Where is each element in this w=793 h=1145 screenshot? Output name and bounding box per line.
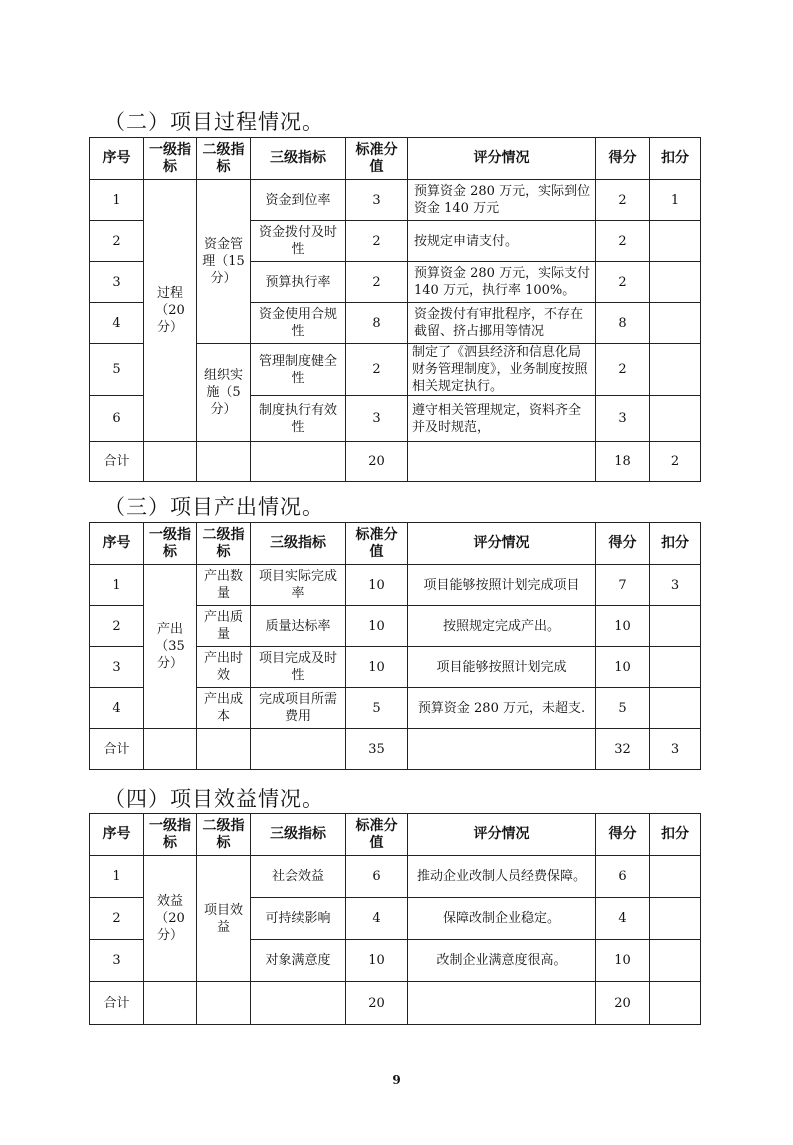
header-level1: 一级指标: [144, 814, 197, 856]
total-std: 20: [346, 442, 408, 482]
score-cell: 5: [596, 688, 650, 729]
level3-cell: 资金拨付及时性: [251, 221, 346, 262]
row-no: 3: [90, 262, 144, 303]
header-deduct: 扣分: [650, 138, 701, 180]
desc-cell: 预算资金 280 万元，实际到位资金 140 万元: [408, 180, 596, 221]
deduct-cell: [650, 221, 701, 262]
score-cell: 2: [596, 180, 650, 221]
total-std: 20: [346, 982, 408, 1025]
score-cell: 10: [596, 606, 650, 647]
total-std: 35: [346, 729, 408, 770]
header-deduct: 扣分: [650, 523, 701, 565]
header-level3: 三级指标: [251, 523, 346, 565]
header-level2: 二级指标: [197, 814, 251, 856]
row-no: 5: [90, 344, 144, 396]
level2-cell: 组织实施（5分）: [197, 344, 251, 442]
total-score: 20: [596, 982, 650, 1025]
process-table: [89, 137, 701, 482]
score-cell: 10: [596, 940, 650, 982]
deduct-cell: [650, 898, 701, 940]
row-no: 1: [90, 565, 144, 606]
std-cell: 10: [346, 647, 408, 688]
section4-heading: （四）项目效益情况。: [104, 787, 324, 811]
deduct-cell: [650, 344, 701, 396]
header-deduct: 扣分: [650, 814, 701, 856]
table-row: [90, 565, 701, 606]
total-label: 合计: [90, 982, 144, 1025]
level1-cell: 效益（20分）: [144, 856, 197, 982]
header-level3: 三级指标: [251, 814, 346, 856]
row-no: 3: [90, 647, 144, 688]
table-row: [90, 856, 701, 898]
header-desc: 评分情况: [408, 523, 596, 565]
total-label: 合计: [90, 442, 144, 482]
deduct-cell: [650, 396, 701, 442]
desc-cell: 预算资金 280 万元，实际支付 140 万元，执行率 100%。: [408, 262, 596, 303]
total-row: [90, 982, 701, 1025]
desc-cell: 按照规定完成产出。: [408, 606, 596, 647]
output-table: [89, 522, 701, 770]
header-no: 序号: [90, 814, 144, 856]
deduct-cell: 1: [650, 180, 701, 221]
std-cell: 3: [346, 180, 408, 221]
header-level2: 二级指标: [197, 523, 251, 565]
total-row: [90, 442, 701, 482]
level2-cell: 资金管理（15分）: [197, 180, 251, 344]
deduct-cell: [650, 606, 701, 647]
std-cell: 5: [346, 688, 408, 729]
level3-cell: 管理制度健全性: [251, 344, 346, 396]
level3-cell: 制度执行有效性: [251, 396, 346, 442]
header-score: 得分: [596, 138, 650, 180]
desc-cell: 项目能够按照计划完成: [408, 647, 596, 688]
score-cell: 2: [596, 344, 650, 396]
header-score: 得分: [596, 814, 650, 856]
std-cell: 8: [346, 303, 408, 344]
level1-cell: 过程（20分）: [144, 180, 197, 442]
row-no: 1: [90, 856, 144, 898]
desc-cell: 资金拨付有审批程序，不存在截留、挤占挪用等情况: [408, 303, 596, 344]
level3-cell: 完成项目所需费用: [251, 688, 346, 729]
level3-cell: 预算执行率: [251, 262, 346, 303]
level3-cell: 资金到位率: [251, 180, 346, 221]
row-no: 4: [90, 303, 144, 344]
benefit-table: [89, 813, 701, 1025]
desc-cell: 遵守相关管理规定，资料齐全并及时规范，: [408, 396, 596, 442]
score-cell: 2: [596, 262, 650, 303]
desc-cell: 预算资金 280 万元，未超支.: [408, 688, 596, 729]
header-std: 标准分值: [346, 814, 408, 856]
level2-cell: 产出数量: [197, 565, 251, 606]
level2-cell: 产出质量: [197, 606, 251, 647]
score-cell: 3: [596, 396, 650, 442]
header-no: 序号: [90, 523, 144, 565]
std-cell: 3: [346, 396, 408, 442]
std-cell: 10: [346, 940, 408, 982]
header-std: 标准分值: [346, 523, 408, 565]
total-deduct: 2: [650, 442, 701, 482]
level3-cell: 资金使用合规性: [251, 303, 346, 344]
std-cell: 10: [346, 606, 408, 647]
header-desc: 评分情况: [408, 138, 596, 180]
header-level3: 三级指标: [251, 138, 346, 180]
table-row: [90, 180, 701, 221]
desc-cell: 改制企业满意度很高。: [408, 940, 596, 982]
row-no: 4: [90, 688, 144, 729]
total-label: 合计: [90, 729, 144, 770]
level2-cell: 项目效益: [197, 856, 251, 982]
level2-cell: 产出时效: [197, 647, 251, 688]
std-cell: 10: [346, 565, 408, 606]
level2-cell: 产出成本: [197, 688, 251, 729]
header-level2: 二级指标: [197, 138, 251, 180]
total-row: [90, 729, 701, 770]
row-no: 2: [90, 221, 144, 262]
header-level1: 一级指标: [144, 523, 197, 565]
header-no: 序号: [90, 138, 144, 180]
deduct-cell: [650, 262, 701, 303]
std-cell: 4: [346, 898, 408, 940]
total-deduct: [650, 982, 701, 1025]
total-score: 18: [596, 442, 650, 482]
row-no: 2: [90, 898, 144, 940]
row-no: 1: [90, 180, 144, 221]
deduct-cell: [650, 303, 701, 344]
desc-cell: 推动企业改制人员经费保障。: [408, 856, 596, 898]
header-score: 得分: [596, 523, 650, 565]
header-desc: 评分情况: [408, 814, 596, 856]
deduct-cell: [650, 940, 701, 982]
deduct-cell: 3: [650, 565, 701, 606]
std-cell: 2: [346, 221, 408, 262]
score-cell: 7: [596, 565, 650, 606]
total-deduct: 3: [650, 729, 701, 770]
section2-heading: （二）项目过程情况。: [104, 110, 324, 134]
desc-cell: 制定了《泗县经济和信息化局财务管理制度》，业务制度按照相关规定执行。: [408, 344, 596, 396]
score-cell: 10: [596, 647, 650, 688]
score-cell: 6: [596, 856, 650, 898]
page-number: 9: [392, 1073, 401, 1087]
desc-cell: 项目能够按照计划完成项目: [408, 565, 596, 606]
row-no: 2: [90, 606, 144, 647]
std-cell: 6: [346, 856, 408, 898]
table-header-row: [90, 138, 701, 180]
level1-cell: 产出（35分）: [144, 565, 197, 729]
section3-heading: （三）项目产出情况。: [104, 495, 324, 519]
table-header-row: [90, 523, 701, 565]
level3-cell: 社会效益: [251, 856, 346, 898]
level3-cell: 对象满意度: [251, 940, 346, 982]
level3-cell: 可持续影响: [251, 898, 346, 940]
deduct-cell: [650, 688, 701, 729]
level3-cell: 质量达标率: [251, 606, 346, 647]
desc-cell: 保障改制企业稳定。: [408, 898, 596, 940]
deduct-cell: [650, 647, 701, 688]
std-cell: 2: [346, 344, 408, 396]
header-std: 标准分值: [346, 138, 408, 180]
table-header-row: [90, 814, 701, 856]
score-cell: 2: [596, 221, 650, 262]
deduct-cell: [650, 856, 701, 898]
score-cell: 8: [596, 303, 650, 344]
total-score: 32: [596, 729, 650, 770]
std-cell: 2: [346, 262, 408, 303]
row-no: 3: [90, 940, 144, 982]
level3-cell: 项目实际完成率: [251, 565, 346, 606]
score-cell: 4: [596, 898, 650, 940]
level3-cell: 项目完成及时性: [251, 647, 346, 688]
header-level1: 一级指标: [144, 138, 197, 180]
desc-cell: 按规定申请支付。: [408, 221, 596, 262]
row-no: 6: [90, 396, 144, 442]
